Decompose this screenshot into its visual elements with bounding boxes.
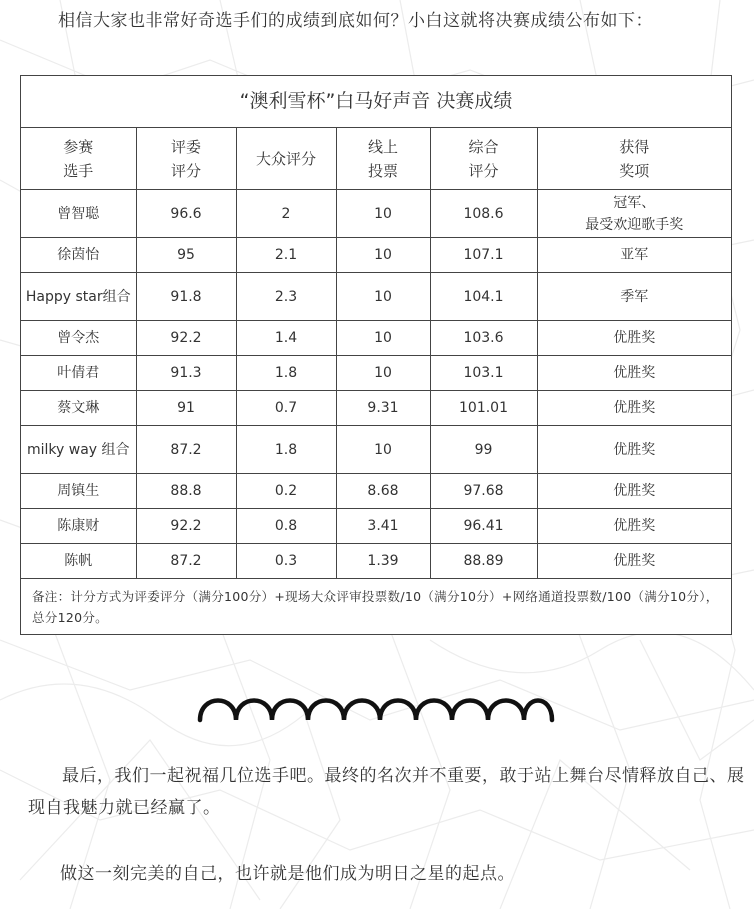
online-vote: 10 — [336, 321, 430, 356]
public-score: 0.8 — [236, 509, 336, 544]
public-score: 0.2 — [236, 474, 336, 509]
total-score: 107.1 — [430, 238, 537, 273]
award: 优胜奖 — [537, 509, 731, 544]
header-cell: 评委 评分 — [136, 128, 236, 190]
closing-paragraph: 最后，我们一起祝福几位选手吧。最终的名次并不重要，敢于站上舞台尽情释放自己、展现自我魅力就已经赢了。 — [28, 766, 745, 818]
online-vote: 8.68 — [336, 474, 430, 509]
table-title: “澳利雪杯”白马好声音 决赛成绩 — [21, 76, 731, 128]
online-vote: 1.39 — [336, 544, 430, 579]
total-score: 104.1 — [430, 273, 537, 321]
contestant-name: 陈帆 — [21, 544, 136, 579]
award: 优胜奖 — [537, 321, 731, 356]
table-row — [21, 190, 731, 238]
total-score: 108.6 — [430, 190, 537, 238]
award: 亚军 — [537, 238, 731, 273]
public-score: 2.3 — [236, 273, 336, 321]
award: 优胜奖 — [537, 391, 731, 426]
online-vote: 10 — [336, 238, 430, 273]
judge-score: 96.6 — [136, 190, 236, 238]
online-vote: 10 — [336, 356, 430, 391]
total-score: 103.1 — [430, 356, 537, 391]
online-vote: 10 — [336, 190, 430, 238]
judge-score: 91.8 — [136, 273, 236, 321]
judge-score: 88.8 — [136, 474, 236, 509]
table-note: 备注：计分方式为评委评分（满分100分）+现场大众评审投票数/10（满分10分）+网络通道投票数/100（满分10分），总分120分。 — [32, 589, 719, 625]
table-row — [21, 544, 731, 579]
judge-score: 87.2 — [136, 544, 236, 579]
contestant-name: 周镇生 — [21, 474, 136, 509]
judge-score: 92.2 — [136, 321, 236, 356]
table-row — [21, 356, 731, 391]
award: 优胜奖 — [537, 356, 731, 391]
public-score: 2.1 — [236, 238, 336, 273]
award: 季军 — [537, 273, 731, 321]
public-score: 2 — [236, 190, 336, 238]
table-header-row — [21, 128, 731, 190]
total-score: 97.68 — [430, 474, 537, 509]
judge-score: 91.3 — [136, 356, 236, 391]
table-row — [21, 238, 731, 273]
contestant-name: milky way 组合 — [21, 426, 136, 474]
total-score: 103.6 — [430, 321, 537, 356]
public-score: 1.4 — [236, 321, 336, 356]
award: 优胜奖 — [537, 474, 731, 509]
table-row — [21, 474, 731, 509]
wave-divider — [196, 688, 556, 728]
total-score: 88.89 — [430, 544, 537, 579]
contestant-name: Happy star组合 — [21, 273, 136, 321]
contestant-name: 陈康财 — [21, 509, 136, 544]
total-score: 99 — [430, 426, 537, 474]
table-row — [21, 273, 731, 321]
results-table — [20, 75, 732, 635]
judge-score: 87.2 — [136, 426, 236, 474]
contestant-name: 叶倩君 — [21, 356, 136, 391]
results-grid — [21, 128, 731, 579]
header-cell: 线上 投票 — [336, 128, 430, 190]
contestant-name: 蔡文琳 — [21, 391, 136, 426]
public-score: 0.3 — [236, 544, 336, 579]
public-score: 0.7 — [236, 391, 336, 426]
award: 优胜奖 — [537, 426, 731, 474]
header-cell: 大众评分 — [236, 128, 336, 190]
table-row — [21, 391, 731, 426]
contestant-name: 曾令杰 — [21, 321, 136, 356]
table-row — [21, 426, 731, 474]
online-vote: 10 — [336, 273, 430, 321]
contestant-name: 徐茵怡 — [21, 238, 136, 273]
header-cell: 参赛 选手 — [21, 128, 136, 190]
judge-score: 95 — [136, 238, 236, 273]
public-score: 1.8 — [236, 356, 336, 391]
award: 优胜奖 — [537, 544, 731, 579]
table-row — [21, 321, 731, 356]
award: 冠军、 最受欢迎歌手奖 — [537, 190, 731, 238]
online-vote: 3.41 — [336, 509, 430, 544]
judge-score: 92.2 — [136, 509, 236, 544]
table-row — [21, 509, 731, 544]
total-score: 96.41 — [430, 509, 537, 544]
header-cell: 综合 评分 — [430, 128, 537, 190]
total-score: 101.01 — [430, 391, 537, 426]
header-cell: 获得 奖项 — [537, 128, 731, 190]
judge-score: 91 — [136, 391, 236, 426]
online-vote: 10 — [336, 426, 430, 474]
public-score: 1.8 — [236, 426, 336, 474]
closing-sentence: 做这一刻完美的自己，也许就是他们成为明日之星的起点。 — [60, 864, 515, 884]
contestant-name: 曾智聪 — [21, 190, 136, 238]
online-vote: 9.31 — [336, 391, 430, 426]
intro-text: 相信大家也非常好奇选手们的成绩到底如何？小白这就将决赛成绩公布如下： — [58, 11, 653, 31]
